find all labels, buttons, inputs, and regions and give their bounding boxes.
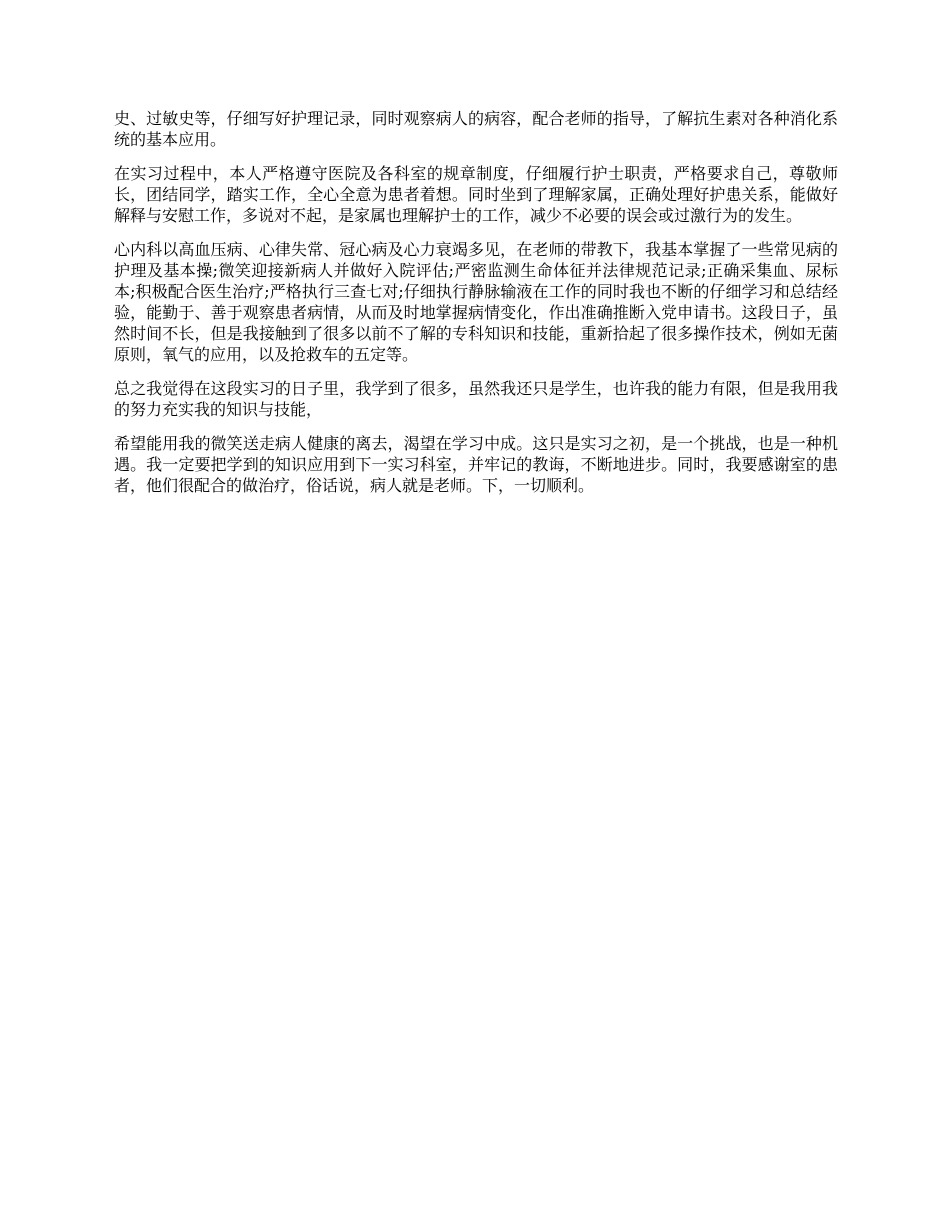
paragraph: 希望能用我的微笑送走病人健康的离去，渴望在学习中成。这只是实习之初，是一个挑战，也是一种机遇。我一定要把学到的知识应用到下一实习科室，并牢记的教诲，不断地进步。同时，我要感谢室的患者，他们很配合的做治疗，俗话说，病人就是老师。下，一切顺利。 xyxy=(114,434,838,495)
paragraph: 在实习过程中，本人严格遵守医院及各科室的规章制度，仔细履行护士职责，严格要求自己，尊敬师长，团结同学，踏实工作，全心全意为患者着想。同时坐到了理解家属，正确处理好护患关系，能做好解释与安慰工作，多说对不起，是家属也理解护士的工作，减少不必要的误会或过激行为的发生。 xyxy=(114,164,838,225)
paragraph: 总之我觉得在这段实习的日子里，我学到了很多，虽然我还只是学生，也许我的能力有限，但是我用我的努力充实我的知识与技能， xyxy=(114,379,838,419)
paragraph: 心内科以高血压病、心律失常、冠心病及心力衰竭多见，在老师的带教下，我基本掌握了一些常见病的护理及基本操;微笑迎接新病人并做好入院评估;严密监测生命体征并法律规范记录;正确采集血、尿标本;积极配合医生治疗;严格执行三查七对;仔细执行静脉输液在工作的同时我也不断的仔细学习和总结经验，能勤于、善于观察患者病情，从而及时地掌握病情变化，作出准确推断入党申请书。这段日子，虽然时间不长，但是我接触到了很多以前不了解的专科知识和技能，重新拾起了很多操作技术，例如无菌原则，氧气的应用，以及抢救车的五定等。 xyxy=(114,240,838,364)
paragraph: 史、过敏史等，仔细写好护理记录，同时观察病人的病容，配合老师的指导，了解抗生素对各种消化系统的基本应用。 xyxy=(114,109,838,149)
